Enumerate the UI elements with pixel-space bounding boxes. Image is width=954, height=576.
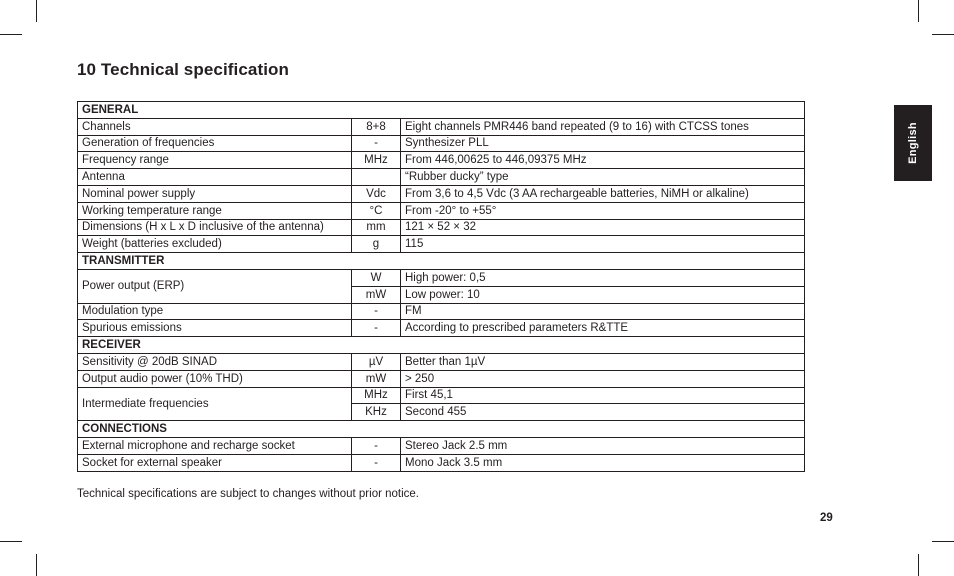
value-cell: 115	[401, 236, 805, 253]
crop-mark	[918, 0, 919, 22]
footnote: Technical specifications are subject to changes without prior notice.	[77, 488, 419, 500]
table-row	[78, 269, 805, 286]
table-row	[78, 320, 805, 337]
param-cell: External microphone and recharge socket	[78, 437, 352, 454]
value-cell: According to prescribed parameters R&TTE	[401, 320, 805, 337]
value-cell: Eight channels PMR446 band repeated (9 to 16) with CTCSS tones	[401, 118, 805, 135]
table-row	[78, 437, 805, 454]
table-row	[78, 152, 805, 169]
param-cell: Modulation type	[78, 303, 352, 320]
table-row	[78, 219, 805, 236]
section-header-row	[78, 421, 805, 438]
unit-cell: W	[352, 269, 401, 286]
param-cell: Power output (ERP)	[78, 269, 352, 303]
unit-cell: mW	[352, 286, 401, 303]
param-cell: Weight (batteries excluded)	[78, 236, 352, 253]
section-header-row	[78, 337, 805, 354]
value-cell: Better than 1µV	[401, 353, 805, 370]
value-cell: Synthesizer PLL	[401, 135, 805, 152]
value-cell: FM	[401, 303, 805, 320]
table-row	[78, 169, 805, 186]
section-heading-transmitter: TRANSMITTER	[78, 253, 805, 270]
crop-mark	[36, 554, 37, 576]
value-cell: From 3,6 to 4,5 Vdc (3 AA rechargeable batteries, NiMH or alkaline)	[401, 185, 805, 202]
table-row	[78, 236, 805, 253]
page-number: 29	[820, 512, 833, 524]
unit-cell: -	[352, 437, 401, 454]
unit-cell: g	[352, 236, 401, 253]
section-heading-connections: CONNECTIONS	[78, 421, 805, 438]
unit-cell: -	[352, 454, 401, 471]
value-cell: Mono Jack 3.5 mm	[401, 454, 805, 471]
unit-cell: MHz	[352, 387, 401, 404]
unit-cell: mm	[352, 219, 401, 236]
unit-cell: MHz	[352, 152, 401, 169]
unit-cell: mW	[352, 370, 401, 387]
param-cell: Generation of frequencies	[78, 135, 352, 152]
value-cell: Second 455	[401, 404, 805, 421]
section-heading-general: GENERAL	[78, 102, 805, 119]
unit-cell: -	[352, 320, 401, 337]
unit-cell: KHz	[352, 404, 401, 421]
crop-mark	[0, 34, 22, 35]
value-cell: From -20° to +55°	[401, 202, 805, 219]
page-title: 10 Technical specification	[77, 60, 290, 79]
value-cell: From 446,00625 to 446,09375 MHz	[401, 152, 805, 169]
crop-mark	[0, 541, 22, 542]
table-row	[78, 118, 805, 135]
value-cell: Stereo Jack 2.5 mm	[401, 437, 805, 454]
table-row	[78, 202, 805, 219]
table-row	[78, 353, 805, 370]
table-row	[78, 135, 805, 152]
param-cell: Intermediate frequencies	[78, 387, 352, 421]
value-cell: High power: 0,5	[401, 269, 805, 286]
unit-cell: -	[352, 135, 401, 152]
param-cell: Dimensions (H x L x D inclusive of the antenna)	[78, 219, 352, 236]
crop-mark	[932, 541, 954, 542]
table-row	[78, 454, 805, 471]
param-cell: Antenna	[78, 169, 352, 186]
crop-mark	[932, 34, 954, 35]
unit-cell: °C	[352, 202, 401, 219]
table-row	[78, 185, 805, 202]
unit-cell: µV	[352, 353, 401, 370]
value-cell: “Rubber ducky” type	[401, 169, 805, 186]
section-header-row	[78, 102, 805, 119]
language-tab-label: English	[907, 122, 919, 164]
spec-table	[77, 101, 805, 472]
param-cell: Sensitivity @ 20dB SINAD	[78, 353, 352, 370]
value-cell: Low power: 10	[401, 286, 805, 303]
crop-mark	[918, 554, 919, 576]
value-cell: > 250	[401, 370, 805, 387]
language-tab	[894, 105, 932, 181]
param-cell: Socket for external speaker	[78, 454, 352, 471]
crop-mark	[36, 0, 37, 22]
param-cell: Frequency range	[78, 152, 352, 169]
unit-cell: -	[352, 303, 401, 320]
param-cell: Channels	[78, 118, 352, 135]
param-cell: Output audio power (10% THD)	[78, 370, 352, 387]
param-cell: Nominal power supply	[78, 185, 352, 202]
value-cell: 121 × 52 × 32	[401, 219, 805, 236]
section-heading-receiver: RECEIVER	[78, 337, 805, 354]
unit-cell: Vdc	[352, 185, 401, 202]
value-cell: First 45,1	[401, 387, 805, 404]
param-cell: Working temperature range	[78, 202, 352, 219]
section-header-row	[78, 253, 805, 270]
param-cell: Spurious emissions	[78, 320, 352, 337]
table-row	[78, 370, 805, 387]
unit-cell: 8+8	[352, 118, 401, 135]
table-row	[78, 387, 805, 404]
unit-cell	[352, 169, 401, 186]
table-row	[78, 303, 805, 320]
